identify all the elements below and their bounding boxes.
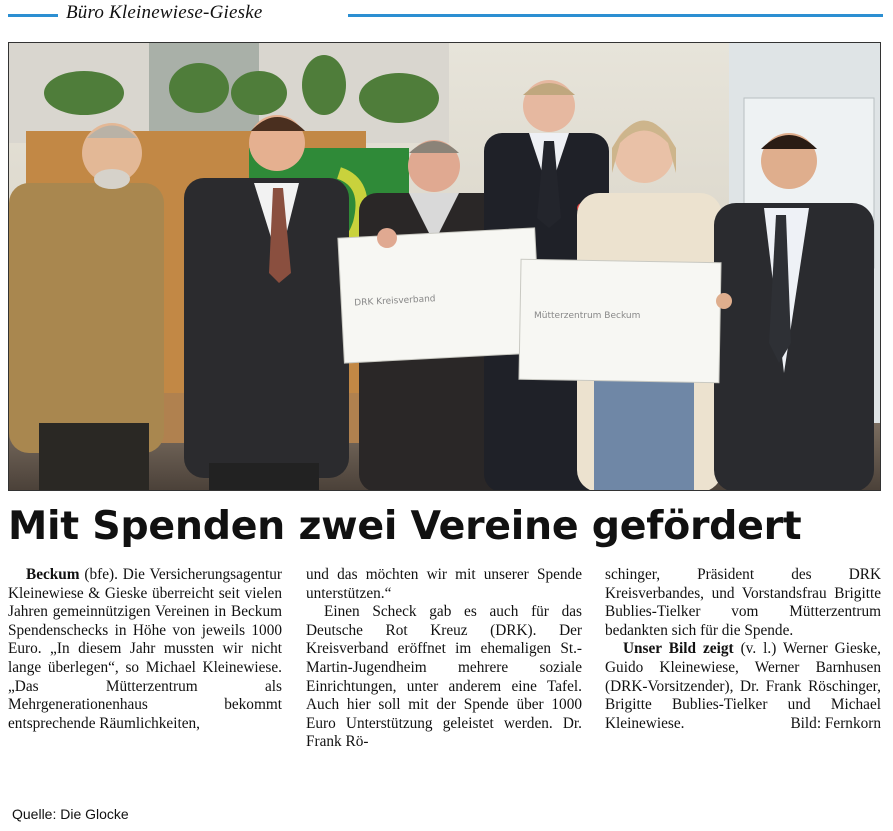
source-note: Quelle: Die Glocke — [12, 806, 129, 822]
article-headline: Mit Spenden zwei Vereine gefördert — [8, 503, 802, 549]
header-rule-right — [348, 14, 883, 17]
col2-paragraph-1: und das möchten wir mit unserer Spende unterstützen.“ — [306, 566, 582, 602]
dateline: Beckum — [26, 566, 80, 583]
photo-caption: (v. l.) Werner Gieske, Guido Kleinewiese, Werner Barnhusen (DRK-Vorsitzender), Dr. Frank Röschinger, Brigitte Bublies-Tielker und Michael Kleinewiese. — [605, 640, 881, 732]
section-label: Büro Kleinewiese-Gieske — [66, 2, 263, 23]
col1-paragraph: (bfe). Die Versicherungsagentur Kleinewiese & Gieske überreicht seit vielen Jahren gemeinnützigen Vereinen in Beckum Spendenschecks in Höhe von jeweils 1000 Euro. „In diesem Jahr mussten wir nicht lange überlegen“, so Michael Kleinewiese. „Das Mütterzentrum als Mehrgenerationenhaus bekommt entsprechende Räumlichkeiten, — [8, 566, 282, 732]
col3-paragraph-1: schinger, Präsident des DRK Kreisverbandes, und Vorstandsfrau Brigitte Bublies-Tielker vom Mütterzentrum bedankten sich für die Spende. — [605, 566, 881, 639]
article-column-2 — [306, 566, 582, 752]
cheque-right-text: Mütterzentrum Beckum — [534, 311, 641, 321]
header-rule-left — [8, 14, 58, 17]
cheque-left-text: DRK Kreisverband — [354, 294, 436, 309]
article-photo — [8, 42, 881, 491]
article-column-3 — [605, 566, 881, 733]
col2-paragraph-2: Einen Scheck gab es auch für das Deutsche Rot Kreuz (DRK). Der Kreisverband eröffnet im ehemaligen St.-Martin-Jugendheim mehrere soziale Einrichtungen, unter anderem eine Tafel. Auch hier soll mit der Spende über 1000 Euro Unterstützung geleistet werden. Dr. Frank Rö- — [306, 603, 582, 751]
section-header — [8, 4, 883, 26]
photo-credit: Bild: Fernkorn — [790, 714, 881, 732]
article-column-1 — [8, 566, 282, 733]
caption-lead: Unser Bild zeigt — [623, 640, 734, 658]
